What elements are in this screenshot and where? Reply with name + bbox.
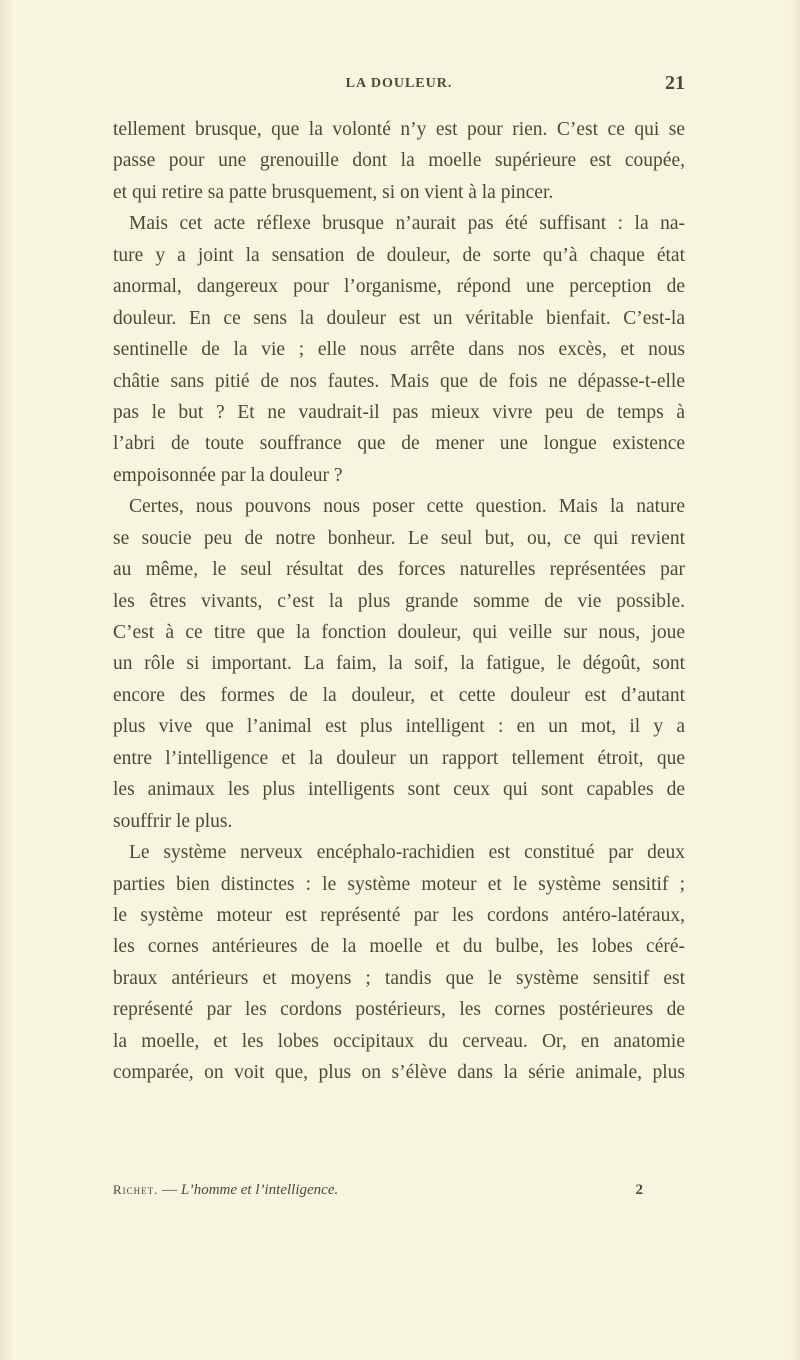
text-line: les cornes antérieures de la moelle et du bulbe, les lobes céré- [113,936,685,958]
page-footer [113,1182,685,1199]
text-line: Le système nerveux encéphalo-rachidien est constitué par deux [129,842,685,864]
text-line: les animaux les plus intelligents sont ceux qui sont capables de [113,779,685,801]
text-line: les êtres vivants, c’est la plus grande somme de vie possible. [113,590,685,612]
text-line: empoisonnée par la douleur ? [113,464,343,486]
page-right-edge [790,0,800,1360]
text-line: au même, le seul résultat des forces naturelles représentées par [113,559,685,581]
text-line: tellement brusque, que la volonté n’y est pour rien. C’est ce qui se [113,119,685,140]
text-line: parties bien distinctes : le système moteur et le système sensitif ; [113,873,685,895]
text-line: se soucie peu de notre bonheur. Le seul but, ou, ce qui revient [113,527,685,549]
text-line: Certes, nous pouvons nous poser cette question. Mais la nature [129,496,685,518]
footer-separator: — [162,1182,178,1198]
text-line: représenté par les cordons postérieurs, les cornes postérieures de [113,999,685,1021]
footer-book-title: L’homme et l’intelligence. [180,1182,339,1198]
signature-mark: 2 [635,1182,643,1198]
text-line: anormal, dangereux pour l’organisme, répond une perception de [113,276,685,298]
text-line: souffrir le plus. [113,810,233,832]
text-line: pas le but ? Et ne vaudrait-il pas mieux vivre peu de temps à [113,401,685,423]
running-title: LA DOULEUR. [345,76,453,91]
text-line: braux antérieurs et moyens ; tandis que le système sensitif est [113,967,685,989]
text-line: sentinelle de la vie ; elle nous arrête dans nos excès, et nous [113,339,685,361]
text-line: Mais cet acte réflexe brusque n’aurait pas été suffisant : la na- [129,213,685,235]
footer-author: Richet. [113,1182,159,1197]
text-line: châtie sans pitié de nos fautes. Mais que de fois ne dépasse-t-elle [113,370,685,392]
page-header [113,72,685,98]
text-line: plus vive que l’animal est plus intelligent : en un mot, il y a [113,716,685,738]
text-line: un rôle si important. La faim, la soif, la fatigue, le dégoût, sont [113,653,685,675]
text-line: C’est à ce titre que la fonction douleur, qui veille sur nous, joue [113,622,685,643]
text-line: l’abri de toute souffrance que de mener une longue existence [113,433,685,455]
text-line: comparée, on voit que, plus on s’élève dans la série animale, plus [113,1062,685,1084]
page-number: 21 [665,72,685,94]
text-line: passe pour une grenouille dont la moelle supérieure est coupée, [113,150,685,172]
page-body-text [113,114,685,1089]
text-line: et qui retire sa patte brusquement, si on vient à la pincer. [113,181,554,203]
text-line: entre l’intelligence et la douleur un rapport tellement étroit, que [113,747,685,769]
text-line: la moelle, et les lobes occipitaux du cerveau. Or, en anatomie [113,1030,685,1052]
page-left-edge [0,0,14,1360]
text-line: ture y a joint la sensation de douleur, de sorte qu’à chaque état [113,244,685,266]
text-line: le système moteur est représenté par les cordons antéro-latéraux, [113,904,685,926]
text-line: encore des formes de la douleur, et cette douleur est d’autant [113,684,685,706]
text-line: douleur. En ce sens la douleur est un véritable bienfait. C’est-la [113,307,685,329]
